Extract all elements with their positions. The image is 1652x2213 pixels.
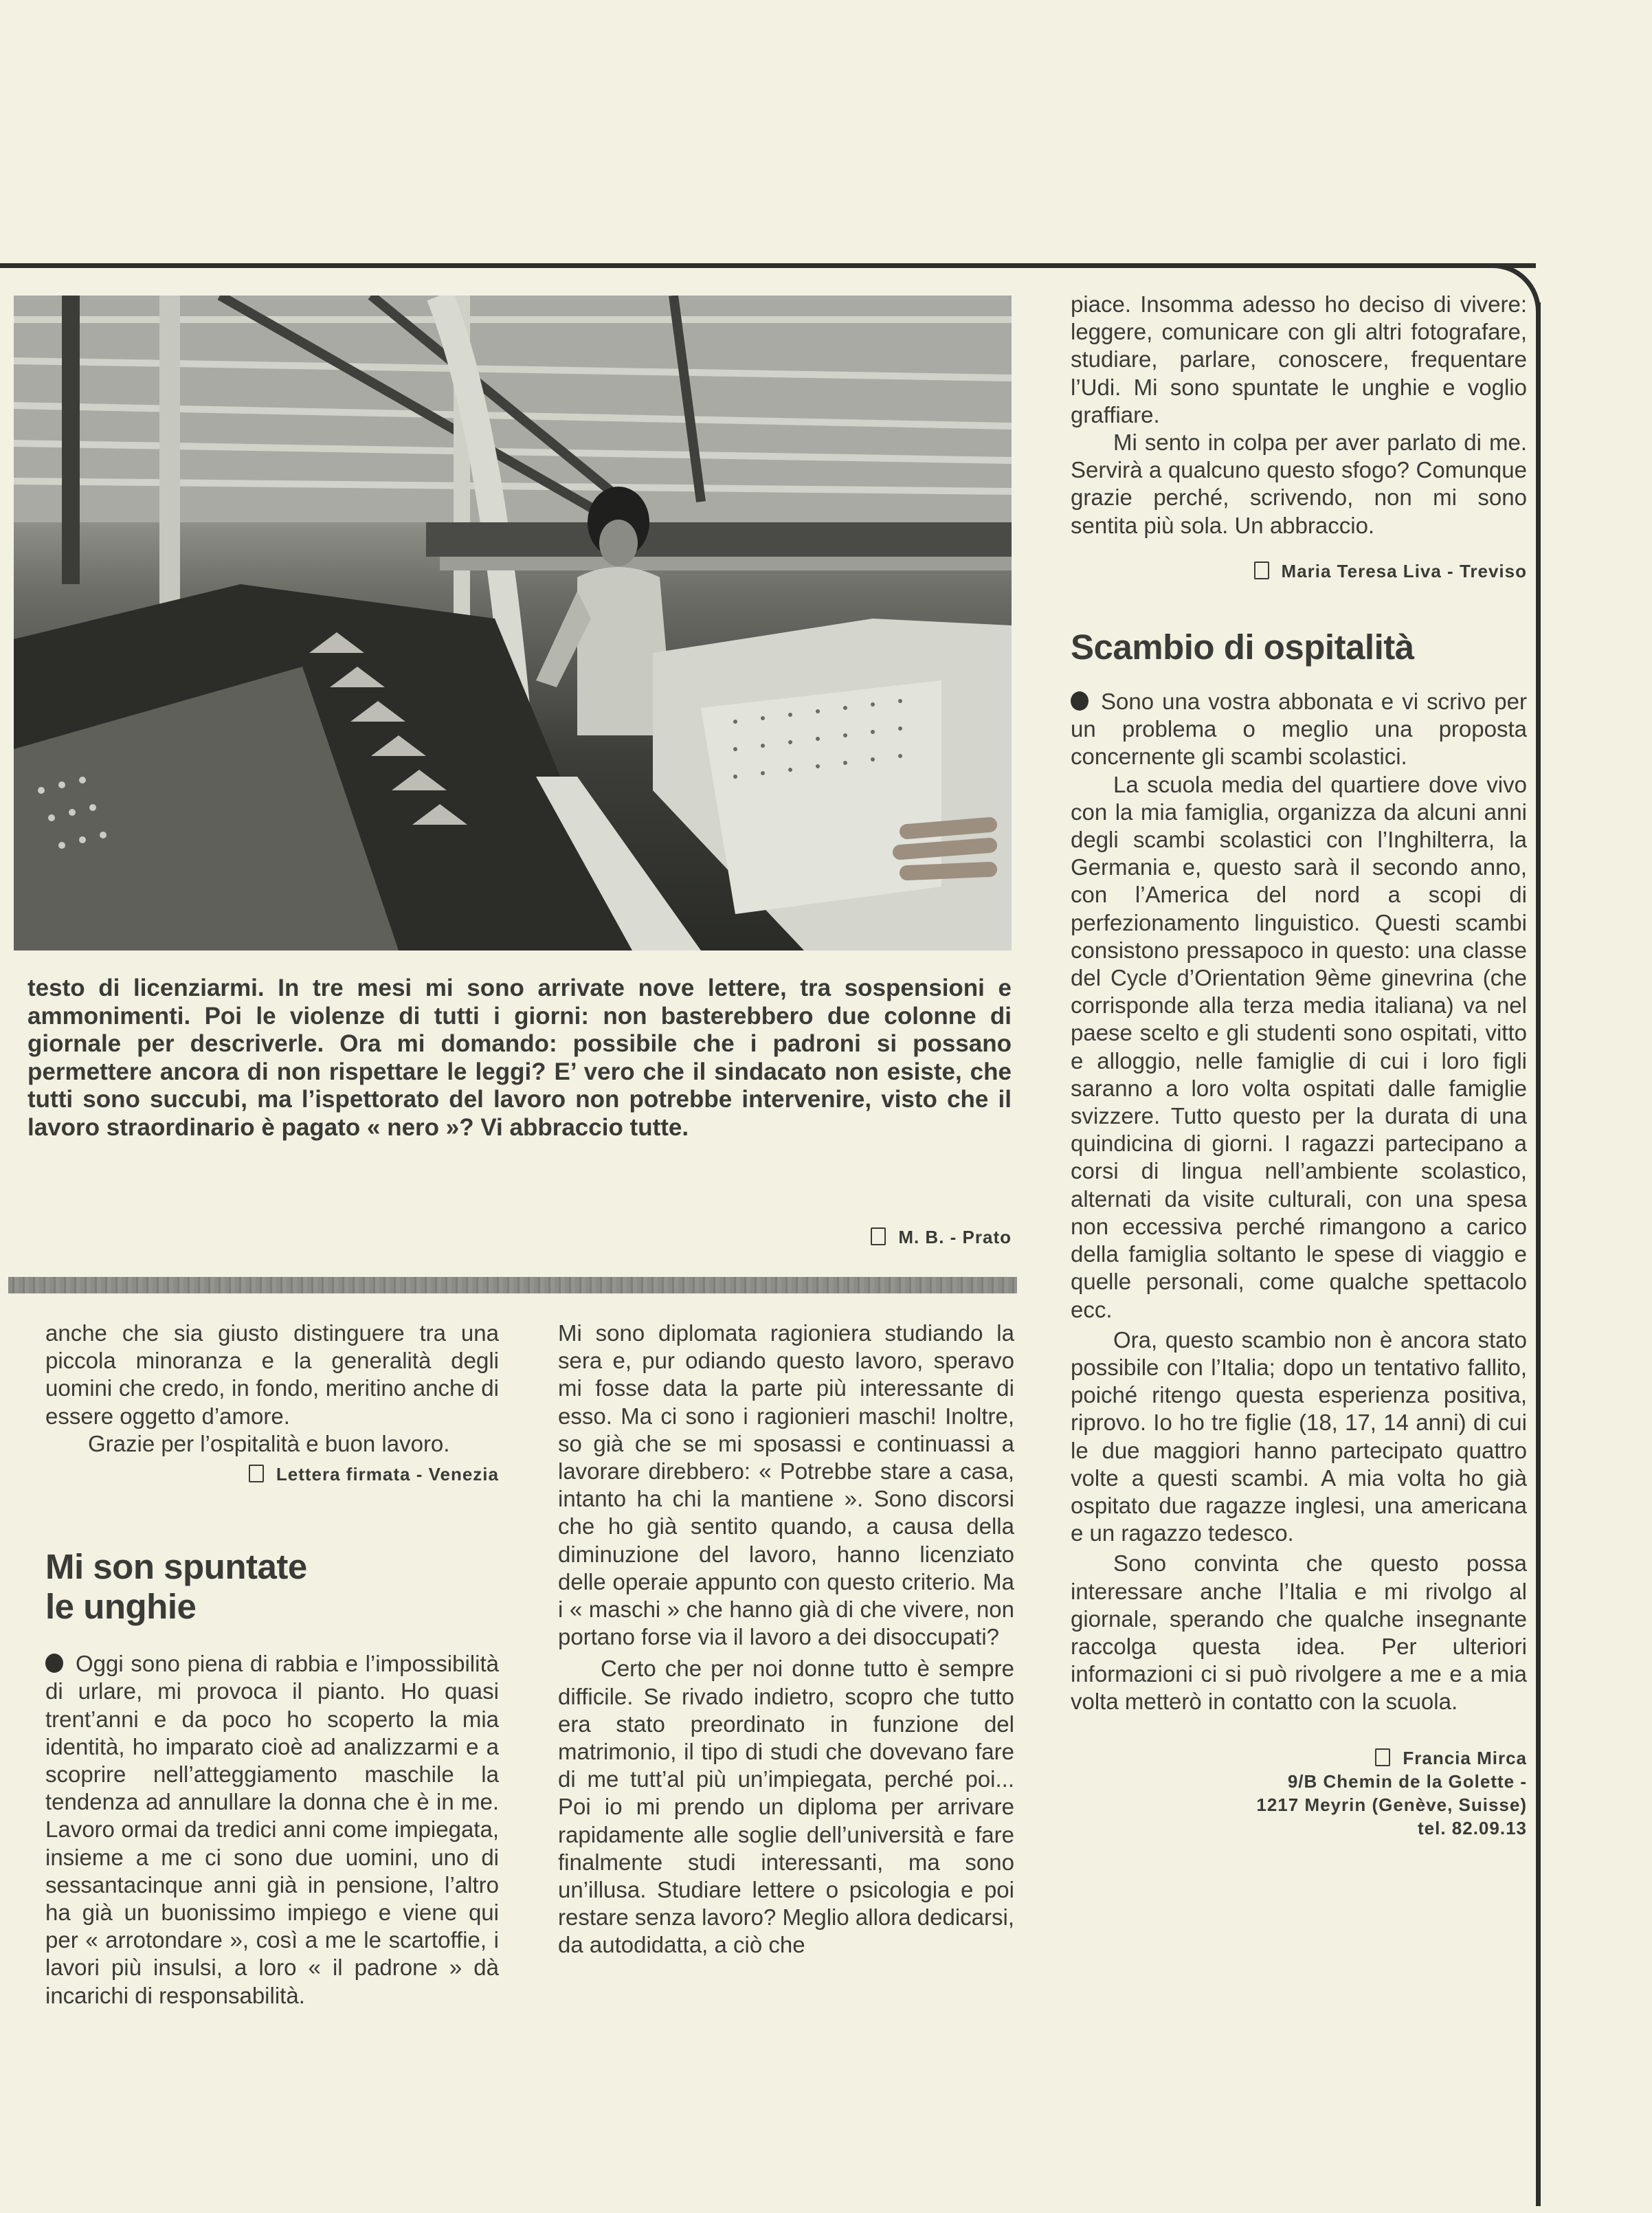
signature-phone: tel. 82.09.13 (1418, 1817, 1527, 1838)
headline-unghie-line1: Mi son spuntate (45, 1547, 307, 1587)
article-unghie-paragraph: piace. Insomma adesso ho deciso di vivere: leggere, comunicare con gli altri fotografare, studiare, parlare, conoscere, frequentare l’Udi. Mi sono spuntate le unghie e voglio graffiare. (1071, 291, 1527, 427)
signature-address: 9/B Chemin de la Golette - (1287, 1770, 1527, 1792)
factory-photo-icon (14, 296, 1012, 950)
section-separator-bar (8, 1277, 1017, 1293)
article-scambio-paragraph: Ora, questo scambio non è ancora stato possibile con l’Italia; dopo un tentativo fallito, poiché ritengo questa esperienza positiva, riprovo. Io ho tre figlie (18, 17, 14 anni) di cui le due maggiori hanno partecipato quattro volte a questi scambi. A mia volta ho già ospitato due ragazze inglesi, una americana e un ragazzo tedesco. (1071, 1326, 1527, 1546)
right-frame-border (1536, 302, 1541, 2206)
column-1 (45, 1320, 499, 2010)
signature-box-icon (1254, 561, 1269, 579)
top-rule (0, 263, 1536, 268)
signature-box-icon (1375, 1748, 1390, 1766)
signature-box-icon (871, 1227, 886, 1245)
signature-name: Francia Mirca (1403, 1747, 1527, 1768)
letter-mb-body (27, 975, 1012, 1142)
bullet-icon (1071, 691, 1089, 711)
factory-photo (14, 296, 1012, 950)
letter-venezia-signature (45, 1460, 499, 1488)
bullet-icon (45, 1654, 63, 1673)
signature-box-icon (249, 1465, 264, 1482)
article-unghie-signature (1071, 557, 1527, 585)
article-scambio-signature (1071, 1746, 1527, 1840)
headline-scambio: Scambio di ospitalità (1071, 627, 1414, 667)
article-unghie-paragraph: Certo che per noi donne tutto è sempre difficile. Se rivado indietro, scopro che tutto era stato preordinato in funzione del matrimonio, il tipo di studi che dovevano fare di me tutt’al più un’impiegata, perché poi... Poi io mi prendo un diploma per arrivare rapidamente alle soglie dell’università e fare finalmente studi interessanti, ma sono un’illusa. Studiare lettere o psicologia e poi restare senza lavoro? Meglio allora dedicarsi, da autodidatta, a ciò che (558, 1656, 1014, 1958)
letter-venezia-signature-text: Lettera firmata - Venezia (276, 1464, 499, 1485)
article-unghie-paragraph: Oggi sono piena di rabbia e l’impossibilità di urlare, mi provoca il pianto. Ho quasi trent’anni e da poco ho scoperto la mia identità, ho imparato cioè ad analizzarmi e a scoprire nell’atteggiamento maschile la tendenza ad annullare la donna che è in me. Lavoro ormai da tredici anni come impiegata, insieme a me ci sono due uomini, uno di sessantacinque anni già in pensione, l’altro ha già un buonissimo impiego e viene qui per « arrotondare », così a me le scartoffie, i lavori più insulsi, a loro « il padrone » dà incarichi di responsabilità. (45, 1651, 499, 2008)
letter-venezia-paragraph: Grazie per l’ospitalità e buon lavoro. (88, 1430, 450, 1456)
article-unghie-paragraph: Mi sono diplomata ragioniera studiando la sera e, pur odiando questo lavoro, speravo mi fosse data la parte più interessante di esso. Ma ci sono i ragionieri maschi! Inoltre, so già che se mi sposassi e continuassi a lavorare direbbero: « Potrebbe stare a casa, intanto ha chi la mantiene ». Sono discorsi che ho già sentito quando, a causa della diminuzione del lavoro, hanno licenziato delle operaie appunto con questo criterio. Ma i « maschi » che hanno già di che vivere, non portano forse via il lavoro a dei disoccupati? (558, 1320, 1014, 1650)
headline-unghie (45, 1547, 499, 1627)
headline-unghie-line2: le unghie (45, 1587, 197, 1627)
letter-mb-signature-text: M. B. - Prato (898, 1227, 1012, 1247)
article-scambio-paragraph: Sono una vostra abbonata e vi scrivo per un problema o meglio una proposta concernente gli scambi scolastici. (1071, 689, 1527, 770)
column-2 (558, 1320, 1014, 1959)
signature-city: 1217 Meyrin (Genève, Suisse) (1256, 1794, 1527, 1815)
letter-mb-signature (618, 1227, 1012, 1248)
article-scambio-paragraph: La scuola media del quartiere dove vivo con la mia famiglia, organizza da alcuni anni degli scambi scolastici con l’Inghilterra, la Germania e, questo sarà il secondo anno, con l’America del nord a scopi di perfezionamento linguistico. Questi scambi consistono pressapoco in questo: una classe del Cycle d’Orientation 9ème ginevrina (che corrisponde alla terza media italiana) va nel paese scelto e gli studenti sono ospitati, vitto e alloggio, nelle famiglie di cui i loro figli saranno a loro volta ospitati dalle famiglie svizzere. Tutto questo per la durata di una quindicina di giorni. I ragazzi partecipano a corsi di lingua nell’ambiente scolastico, alternati da visite culturali, con una spesa non eccessiva perché rimangono a carico della famiglia soltanto le spese di viaggio e quelle personali, come qualche spettacolo ecc. (1071, 771, 1527, 1322)
letter-mb-text: testo di licenziarmi. In tre mesi mi sono arrivate nove lettere, tra sospensioni e ammonimenti. Poi le violenze di tutti i giorni: non basterebbero due colonne di giornale per descriverle. Ora mi domando: possibile che i padroni si possano permettere ancora di non rispettare le leggi? E’ vero che il sindacato non esiste, che tutti sono succubi, ma l’ispettorato del lavoro non potrebbe intervenire, visto che il lavoro straordinario è pagato « nero »? Vi abbraccio tutte. (27, 975, 1012, 1141)
letter-venezia-paragraph: anche che sia giusto distinguere tra una piccola minoranza e la generalità degli uomini che credo, in fondo, meritino anche di essere oggetto d’amore. (45, 1320, 499, 1429)
article-scambio-paragraph: Sono convinta che questo possa interessare anche l’Italia e mi rivolgo al giornale, sperando che qualche insegnante raccolga questa idea. Per ulteriori informazioni ci si può rivolgere a me e a mia volta metterò in contatto con la scuola. (1071, 1550, 1527, 1715)
column-3 (1071, 291, 1527, 1840)
article-unghie-paragraph: Mi sento in colpa per aver parlato di me. Servirà a qualcuno questo sfogo? Comunque grazie perché, scrivendo, non mi sono sentita più sola. Un abbraccio. (1071, 430, 1527, 538)
article-unghie-signature-text: Maria Teresa Liva - Treviso (1281, 560, 1527, 581)
